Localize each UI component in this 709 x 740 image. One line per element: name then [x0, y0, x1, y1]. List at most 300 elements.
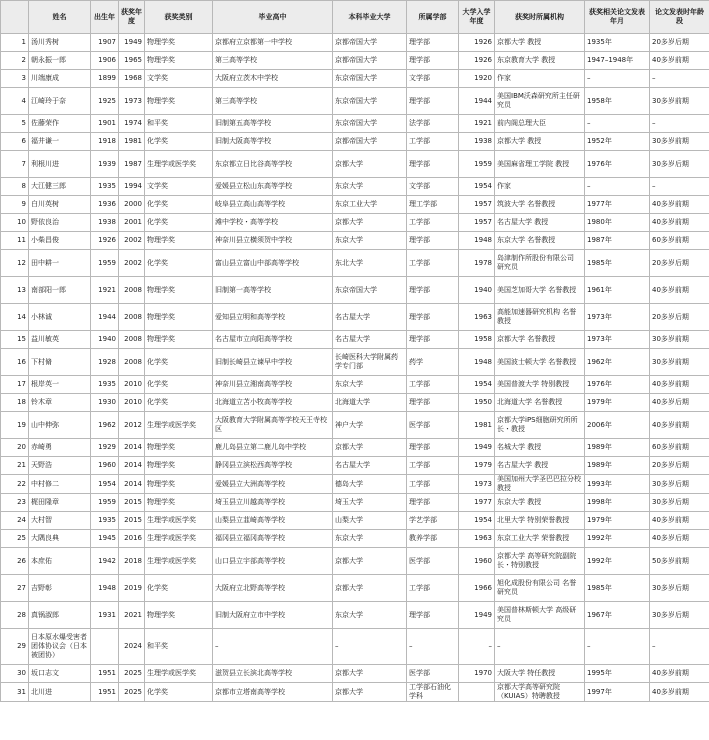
- cell-award-year: 2015: [119, 512, 145, 530]
- cell-age-range: 20多岁后期: [650, 34, 709, 52]
- cell-age-range: 20多岁后期: [650, 457, 709, 475]
- table-row: [1, 232, 709, 250]
- cell-institution: 前内阁总理大臣: [495, 115, 585, 133]
- cell-university: 德岛大学: [333, 475, 407, 494]
- cell-age-range: 20多岁后期: [650, 304, 709, 331]
- table-row: [1, 115, 709, 133]
- cell-age-range: 30多岁后期: [650, 151, 709, 178]
- col-header-university: 本科毕业大学: [333, 1, 407, 34]
- cell-award-year: 1973: [119, 88, 145, 115]
- cell-university: 山梨大学: [333, 512, 407, 530]
- cell-high-school: 旧制第一高等学校: [213, 277, 333, 304]
- cell-birth-year: 1938: [91, 214, 119, 232]
- cell-institution: 美国芝加哥大学 名誉教授: [495, 277, 585, 304]
- cell-birth-year: 1907: [91, 34, 119, 52]
- cell-high-school: 富山县立富山中部高等学校: [213, 250, 333, 277]
- cell-high-school: 大阪府立北野高等学校: [213, 575, 333, 602]
- cell-institution: 京都大学 名誉教授: [495, 331, 585, 349]
- cell-birth-year: 1926: [91, 232, 119, 250]
- cell-entry-year: 1921: [459, 115, 495, 133]
- cell-age-range: 20多岁后期: [650, 250, 709, 277]
- cell-institution: 京都大学 教授: [495, 133, 585, 151]
- cell-age-range: 40多岁前期: [650, 52, 709, 70]
- cell-award-year: 1981: [119, 133, 145, 151]
- cell-row-index: 24: [1, 512, 29, 530]
- cell-award-category: 文学奖: [145, 178, 213, 196]
- cell-laureate-name: 坂口志文: [29, 665, 91, 683]
- cell-paper-date: 1989年: [585, 439, 650, 457]
- cell-faculty: 理学部: [407, 151, 459, 178]
- table-row: [1, 304, 709, 331]
- cell-entry-year: 1954: [459, 376, 495, 394]
- cell-university: 京都大学: [333, 214, 407, 232]
- cell-birth-year: 1959: [91, 494, 119, 512]
- cell-laureate-name: 天野浩: [29, 457, 91, 475]
- cell-award-category: 生理学或医学奖: [145, 412, 213, 439]
- cell-row-index: 19: [1, 412, 29, 439]
- cell-age-range: 30多岁前期: [650, 331, 709, 349]
- col-header-birth-year: 出生年: [91, 1, 119, 34]
- cell-university: 名古屋大学: [333, 331, 407, 349]
- cell-high-school: 爱知县立明和高等学校: [213, 304, 333, 331]
- cell-row-index: 13: [1, 277, 29, 304]
- cell-faculty: 工学部: [407, 457, 459, 475]
- cell-award-category: 物理学奖: [145, 34, 213, 52]
- cell-faculty: 工学部: [407, 376, 459, 394]
- cell-paper-date: 1997年: [585, 683, 650, 702]
- cell-institution: 作家: [495, 70, 585, 88]
- cell-paper-date: –: [585, 115, 650, 133]
- cell-faculty: –: [407, 629, 459, 665]
- cell-award-category: 化学奖: [145, 394, 213, 412]
- cell-paper-date: 1967年: [585, 602, 650, 629]
- cell-entry-year: 1957: [459, 214, 495, 232]
- cell-faculty: 工学部石油化学科: [407, 683, 459, 702]
- cell-laureate-name: 小柴昌俊: [29, 232, 91, 250]
- cell-paper-date: 1976年: [585, 376, 650, 394]
- cell-birth-year: 1951: [91, 665, 119, 683]
- cell-award-category: 物理学奖: [145, 88, 213, 115]
- cell-birth-year: 1939: [91, 151, 119, 178]
- table-row: [1, 34, 709, 52]
- cell-entry-year: 1954: [459, 512, 495, 530]
- cell-age-range: 40多岁前期: [650, 512, 709, 530]
- cell-birth-year: 1929: [91, 439, 119, 457]
- cell-age-range: 60多岁前期: [650, 439, 709, 457]
- cell-row-index: 5: [1, 115, 29, 133]
- cell-high-school: 岐阜县立高山高等学校: [213, 196, 333, 214]
- cell-age-range: –: [650, 629, 709, 665]
- cell-faculty: 理学部: [407, 88, 459, 115]
- cell-university: 东京大学: [333, 178, 407, 196]
- cell-award-category: 物理学奖: [145, 602, 213, 629]
- cell-birth-year: 1935: [91, 376, 119, 394]
- table-row: [1, 196, 709, 214]
- cell-age-range: 40多岁前期: [650, 214, 709, 232]
- cell-birth-year: 1936: [91, 196, 119, 214]
- cell-laureate-name: 南部阳一郎: [29, 277, 91, 304]
- cell-birth-year: 1948: [91, 575, 119, 602]
- cell-award-category: 物理学奖: [145, 232, 213, 250]
- cell-award-year: 1994: [119, 178, 145, 196]
- table-row: [1, 575, 709, 602]
- cell-award-year: 2019: [119, 575, 145, 602]
- cell-university: 东京大学: [333, 602, 407, 629]
- cell-entry-year: 1963: [459, 304, 495, 331]
- cell-age-range: –: [650, 178, 709, 196]
- cell-age-range: 30多岁后期: [650, 494, 709, 512]
- cell-faculty: 理学部: [407, 34, 459, 52]
- cell-award-year: 2010: [119, 394, 145, 412]
- cell-high-school: 京都市立塔南高等学校: [213, 683, 333, 702]
- cell-paper-date: 1987年: [585, 232, 650, 250]
- cell-row-index: 29: [1, 629, 29, 665]
- cell-award-category: 生理学或医学奖: [145, 151, 213, 178]
- cell-laureate-name: 日本原水爆受害者团体协议会（日本被团协）: [29, 629, 91, 665]
- cell-institution: 北里大学 特别荣誉教授: [495, 512, 585, 530]
- cell-entry-year: 1926: [459, 34, 495, 52]
- cell-paper-date: 1979年: [585, 512, 650, 530]
- cell-award-category: 和平奖: [145, 115, 213, 133]
- cell-birth-year: 1944: [91, 304, 119, 331]
- cell-laureate-name: 真锅淑郎: [29, 602, 91, 629]
- cell-paper-date: 1973年: [585, 304, 650, 331]
- cell-paper-date: 1985年: [585, 250, 650, 277]
- cell-institution: 美国IBM沃森研究所主任研究员: [495, 88, 585, 115]
- cell-institution: 名古屋大学 教授: [495, 214, 585, 232]
- cell-paper-date: 1973年: [585, 331, 650, 349]
- cell-row-index: 6: [1, 133, 29, 151]
- cell-row-index: 7: [1, 151, 29, 178]
- table-body: [1, 34, 709, 702]
- cell-birth-year: 1954: [91, 475, 119, 494]
- cell-faculty: 药学: [407, 349, 459, 376]
- cell-paper-date: 1993年: [585, 475, 650, 494]
- cell-award-category: 化学奖: [145, 683, 213, 702]
- col-header-award-year: 获奖年度: [119, 1, 145, 34]
- cell-award-category: 化学奖: [145, 575, 213, 602]
- cell-laureate-name: 大隅良典: [29, 530, 91, 548]
- table-row: [1, 178, 709, 196]
- cell-row-index: 30: [1, 665, 29, 683]
- cell-high-school: 第三高等学校: [213, 52, 333, 70]
- cell-faculty: 工学部: [407, 575, 459, 602]
- cell-high-school: 滩中学校・高等学校: [213, 214, 333, 232]
- cell-award-category: 生理学或医学奖: [145, 530, 213, 548]
- cell-institution: 东京教育大学 教授: [495, 52, 585, 70]
- cell-row-index: 21: [1, 457, 29, 475]
- cell-birth-year: 1930: [91, 394, 119, 412]
- cell-entry-year: 1963: [459, 530, 495, 548]
- cell-birth-year: 1925: [91, 88, 119, 115]
- cell-university: 东北大学: [333, 250, 407, 277]
- cell-high-school: 鹿儿岛县立第二鹿儿岛中学校: [213, 439, 333, 457]
- cell-award-year: 2025: [119, 665, 145, 683]
- cell-high-school: 东京都立日比谷高等学校: [213, 151, 333, 178]
- table-row: [1, 250, 709, 277]
- cell-award-year: 2012: [119, 412, 145, 439]
- cell-birth-year: 1962: [91, 412, 119, 439]
- cell-award-year: 2000: [119, 196, 145, 214]
- cell-age-range: 40多岁前期: [650, 277, 709, 304]
- cell-laureate-name: 本庶佑: [29, 548, 91, 575]
- cell-birth-year: 1906: [91, 52, 119, 70]
- cell-birth-year: 1935: [91, 512, 119, 530]
- cell-institution: 东京大学 名誉教授: [495, 232, 585, 250]
- cell-birth-year: 1901: [91, 115, 119, 133]
- cell-institution: 美国波士顿大学 名誉教授: [495, 349, 585, 376]
- table-row: [1, 331, 709, 349]
- col-header-category: 获奖类别: [145, 1, 213, 34]
- cell-birth-year: 1951: [91, 683, 119, 702]
- cell-age-range: 30多岁后期: [650, 602, 709, 629]
- cell-paper-date: 1976年: [585, 151, 650, 178]
- cell-university: 名古屋大学: [333, 304, 407, 331]
- cell-award-category: 物理学奖: [145, 475, 213, 494]
- cell-paper-date: 1961年: [585, 277, 650, 304]
- cell-birth-year: 1935: [91, 178, 119, 196]
- cell-laureate-name: 根岸英一: [29, 376, 91, 394]
- cell-institution: 美国加州大学圣巴巴拉分校 教授: [495, 475, 585, 494]
- cell-institution: 名城大学 教授: [495, 439, 585, 457]
- cell-laureate-name: 大江健三郎: [29, 178, 91, 196]
- cell-high-school: 旧制大阪高等学校: [213, 133, 333, 151]
- cell-faculty: 理学部: [407, 439, 459, 457]
- cell-institution: 旭化成股份有限公司 名誉研究员: [495, 575, 585, 602]
- cell-laureate-name: 白川英树: [29, 196, 91, 214]
- cell-high-school: 静冈县立滨松西高等学校: [213, 457, 333, 475]
- table-row: [1, 151, 709, 178]
- cell-row-index: 3: [1, 70, 29, 88]
- cell-row-index: 22: [1, 475, 29, 494]
- cell-university: 东京帝国大学: [333, 88, 407, 115]
- cell-institution: 岛津制作所股份有限公司 研究员: [495, 250, 585, 277]
- cell-row-index: 20: [1, 439, 29, 457]
- cell-entry-year: 1958: [459, 331, 495, 349]
- cell-age-range: 30多岁后期: [650, 575, 709, 602]
- table-row: [1, 70, 709, 88]
- cell-laureate-name: 大村智: [29, 512, 91, 530]
- col-header-index: [1, 1, 29, 34]
- cell-faculty: 工学部: [407, 475, 459, 494]
- cell-high-school: 北海道立苫小牧高等学校: [213, 394, 333, 412]
- cell-institution: 高能加速器研究机构 名誉教授: [495, 304, 585, 331]
- cell-laureate-name: 佐藤荣作: [29, 115, 91, 133]
- table-row: [1, 548, 709, 575]
- cell-laureate-name: 铃木章: [29, 394, 91, 412]
- table-row: [1, 494, 709, 512]
- cell-faculty: 理学部: [407, 232, 459, 250]
- col-header-name: 姓名: [29, 1, 91, 34]
- cell-faculty: 医学部: [407, 548, 459, 575]
- cell-entry-year: 1948: [459, 349, 495, 376]
- cell-birth-year: 1945: [91, 530, 119, 548]
- cell-institution: 大阪大学 特任教授: [495, 665, 585, 683]
- cell-row-index: 12: [1, 250, 29, 277]
- cell-entry-year: 1960: [459, 548, 495, 575]
- cell-award-year: 2016: [119, 530, 145, 548]
- cell-laureate-name: 江崎玲于奈: [29, 88, 91, 115]
- cell-entry-year: 1970: [459, 665, 495, 683]
- cell-row-index: 8: [1, 178, 29, 196]
- cell-high-school: 名古屋市立向阳高等学校: [213, 331, 333, 349]
- cell-row-index: 28: [1, 602, 29, 629]
- cell-laureate-name: 吉野彰: [29, 575, 91, 602]
- cell-laureate-name: 中村修二: [29, 475, 91, 494]
- cell-university: 京都大学: [333, 575, 407, 602]
- cell-award-category: 物理学奖: [145, 457, 213, 475]
- cell-age-range: 40多岁前期: [650, 412, 709, 439]
- cell-age-range: 30多岁前期: [650, 349, 709, 376]
- cell-birth-year: 1959: [91, 250, 119, 277]
- table-row: [1, 629, 709, 665]
- table-row: [1, 376, 709, 394]
- cell-age-range: 50多岁前期: [650, 548, 709, 575]
- table-row: [1, 52, 709, 70]
- cell-university: 东京大学: [333, 530, 407, 548]
- cell-university: –: [333, 629, 407, 665]
- cell-award-year: 2014: [119, 475, 145, 494]
- cell-entry-year: 1973: [459, 475, 495, 494]
- cell-award-category: 化学奖: [145, 250, 213, 277]
- cell-entry-year: 1948: [459, 232, 495, 250]
- cell-award-year: 2001: [119, 214, 145, 232]
- cell-award-year: 1987: [119, 151, 145, 178]
- cell-age-range: 30多岁前期: [650, 133, 709, 151]
- cell-institution: 北海道大学 名誉教授: [495, 394, 585, 412]
- cell-row-index: 10: [1, 214, 29, 232]
- cell-entry-year: 1926: [459, 52, 495, 70]
- cell-award-year: 2025: [119, 683, 145, 702]
- cell-row-index: 17: [1, 376, 29, 394]
- cell-faculty: 医学部: [407, 665, 459, 683]
- table-row: [1, 475, 709, 494]
- cell-faculty: 工学部: [407, 250, 459, 277]
- table-row: [1, 88, 709, 115]
- cell-faculty: 工学部: [407, 214, 459, 232]
- cell-high-school: 爱媛县立松山东高等学校: [213, 178, 333, 196]
- cell-faculty: 理学部: [407, 277, 459, 304]
- cell-award-year: 2008: [119, 349, 145, 376]
- cell-high-school: 京都府立京都第一中学校: [213, 34, 333, 52]
- cell-university: 京都帝国大学: [333, 34, 407, 52]
- cell-row-index: 23: [1, 494, 29, 512]
- cell-university: 京都帝国大学: [333, 133, 407, 151]
- cell-entry-year: 1950: [459, 394, 495, 412]
- col-header-high-school: 毕业高中: [213, 1, 333, 34]
- cell-entry-year: –: [459, 629, 495, 665]
- cell-paper-date: 1947–1948年: [585, 52, 650, 70]
- cell-university: 埼玉大学: [333, 494, 407, 512]
- cell-high-school: 滋贺县立长滨北高等学校: [213, 665, 333, 683]
- cell-birth-year: 1899: [91, 70, 119, 88]
- cell-laureate-name: 朝永振一郎: [29, 52, 91, 70]
- cell-faculty: 理学部: [407, 494, 459, 512]
- table-row: [1, 439, 709, 457]
- cell-award-year: 2014: [119, 457, 145, 475]
- cell-university: 京都大学: [333, 439, 407, 457]
- cell-award-year: 2024: [119, 629, 145, 665]
- cell-birth-year: 1942: [91, 548, 119, 575]
- cell-entry-year: 1940: [459, 277, 495, 304]
- cell-faculty: 文学部: [407, 70, 459, 88]
- cell-entry-year: 1949: [459, 439, 495, 457]
- cell-entry-year: 1944: [459, 88, 495, 115]
- cell-laureate-name: 小林诚: [29, 304, 91, 331]
- cell-institution: 东京工业大学 荣誉教授: [495, 530, 585, 548]
- cell-paper-date: 1980年: [585, 214, 650, 232]
- cell-high-school: 大阪教育大学附属高等学校天王寺校区: [213, 412, 333, 439]
- cell-age-range: 40多岁后期: [650, 394, 709, 412]
- cell-faculty: 理学部: [407, 602, 459, 629]
- cell-paper-date: 1992年: [585, 548, 650, 575]
- cell-university: 东京大学: [333, 232, 407, 250]
- header-row: [1, 1, 709, 34]
- cell-award-category: 生理学或医学奖: [145, 548, 213, 575]
- cell-age-range: 60多岁前期: [650, 232, 709, 250]
- cell-high-school: 大阪府立茨木中学校: [213, 70, 333, 88]
- cell-high-school: 神奈川县立湘南高等学校: [213, 376, 333, 394]
- cell-university: 京都大学: [333, 683, 407, 702]
- cell-institution: 美国普林斯顿大学 高级研究员: [495, 602, 585, 629]
- cell-high-school: 山梨县立韮崎高等学校: [213, 512, 333, 530]
- cell-laureate-name: 益川敏英: [29, 331, 91, 349]
- cell-age-range: 30多岁前期: [650, 88, 709, 115]
- cell-university: 东京工业大学: [333, 196, 407, 214]
- cell-entry-year: 1957: [459, 196, 495, 214]
- cell-award-category: 物理学奖: [145, 52, 213, 70]
- cell-laureate-name: 川端康成: [29, 70, 91, 88]
- cell-university: 东京大学: [333, 376, 407, 394]
- cell-high-school: 山口县立宇部高等学校: [213, 548, 333, 575]
- cell-entry-year: 1954: [459, 178, 495, 196]
- cell-birth-year: 1921: [91, 277, 119, 304]
- cell-high-school: –: [213, 629, 333, 665]
- cell-entry-year: 1979: [459, 457, 495, 475]
- cell-birth-year: 1940: [91, 331, 119, 349]
- cell-award-year: 2018: [119, 548, 145, 575]
- cell-institution: 名古屋大学 教授: [495, 457, 585, 475]
- cell-faculty: 理学部: [407, 394, 459, 412]
- cell-high-school: 神奈川县立横须贺中学校: [213, 232, 333, 250]
- cell-laureate-name: 利根川进: [29, 151, 91, 178]
- cell-high-school: 旧制大阪府立市中学校: [213, 602, 333, 629]
- cell-entry-year: 1977: [459, 494, 495, 512]
- table-row: [1, 457, 709, 475]
- cell-high-school: 爱媛县立大洲高等学校: [213, 475, 333, 494]
- cell-award-year: 2010: [119, 376, 145, 394]
- table-row: [1, 277, 709, 304]
- cell-award-year: 2002: [119, 232, 145, 250]
- cell-entry-year: [459, 683, 495, 702]
- cell-laureate-name: 福井谦一: [29, 133, 91, 151]
- cell-laureate-name: 田中耕一: [29, 250, 91, 277]
- cell-institution: 东京大学 教授: [495, 494, 585, 512]
- cell-institution: 京都大学高等研究院（KUIAS）特聘教授: [495, 683, 585, 702]
- cell-university: 名古屋大学: [333, 457, 407, 475]
- cell-university: 京都大学: [333, 665, 407, 683]
- cell-row-index: 4: [1, 88, 29, 115]
- cell-award-year: 2008: [119, 331, 145, 349]
- cell-award-category: 化学奖: [145, 133, 213, 151]
- table-row: [1, 214, 709, 232]
- cell-award-category: 化学奖: [145, 214, 213, 232]
- col-header-age-range: 论文发表时年龄段: [650, 1, 709, 34]
- cell-birth-year: 1918: [91, 133, 119, 151]
- cell-high-school: 旧制第五高等学校: [213, 115, 333, 133]
- cell-row-index: 11: [1, 232, 29, 250]
- cell-university: 京都大学: [333, 548, 407, 575]
